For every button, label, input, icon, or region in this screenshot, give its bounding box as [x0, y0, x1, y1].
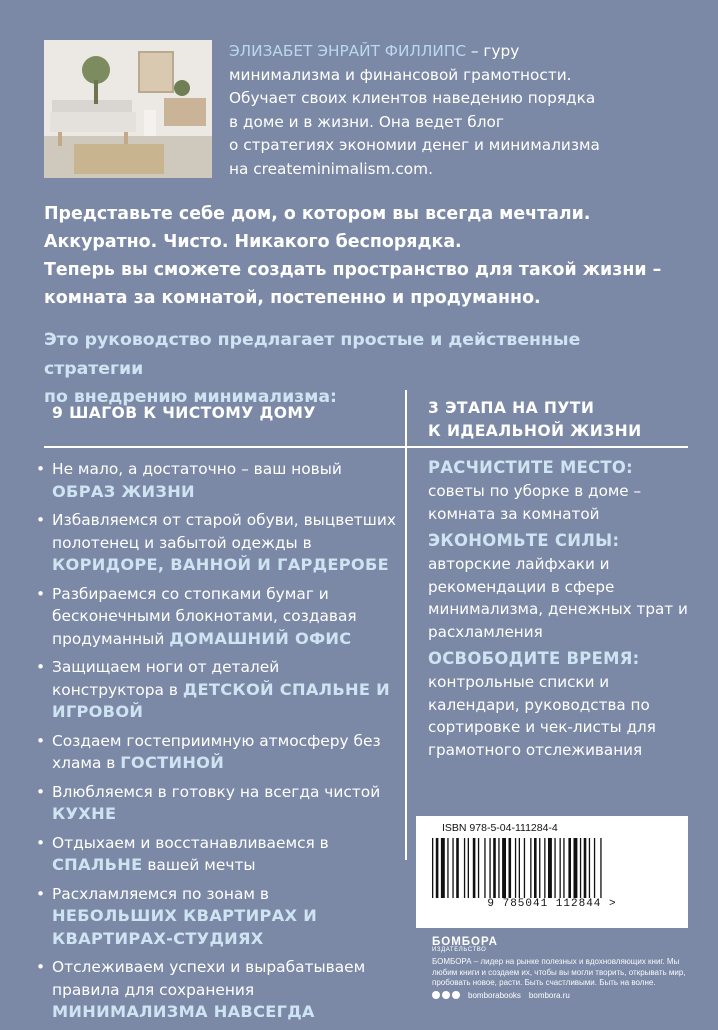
item-highlight: НЕБОЛЬШИХ КВАРТИРАХ И КВАРТИРАХ-СТУДИЯХ [52, 906, 318, 948]
stage-desc: авторские лайфхаки и рекомендации в сфере минимализма, денежных трат и расхламления [428, 555, 688, 641]
barcode-stripe [600, 838, 601, 898]
list-item: • Расхламляемся по зонам в НЕБОЛЬШИХ КВАРТИРАХ И КВАРТИРАХ-СТУДИЯХ [36, 883, 396, 951]
stage-item [428, 647, 690, 761]
intro-line-2: Аккуратно. Чисто. Никакого беспорядка. [44, 232, 462, 252]
publisher-logo: БОМБОРА [432, 936, 498, 948]
horizontal-divider [44, 446, 688, 448]
intro-block [44, 200, 684, 312]
barcode-number: 9 785041 112844 > [487, 898, 617, 910]
list-item: • Не мало, а достаточно – ваш новый ОБРАЗ ЖИЗНИ [36, 458, 396, 503]
barcode-stripe [464, 838, 465, 898]
vk-icon [432, 991, 440, 999]
stage-title: ОСВОБОДИТЕ ВРЕМЯ: [428, 649, 640, 668]
barcode-stripe [515, 838, 516, 898]
item-highlight: ГОСТИНОЙ [120, 753, 225, 772]
youtube-icon [452, 991, 460, 999]
barcode-stripe [509, 838, 512, 898]
barcode-stripe [489, 838, 490, 898]
barcode-stripe [563, 838, 564, 898]
barcode-stripe [530, 838, 531, 898]
barcode-stripe [493, 838, 496, 898]
list-item: • Защищаем ноги от деталей конструктора в ДЕТСКОЙ СПАЛЬНЕ И ИГРОВОЙ [36, 656, 396, 724]
isbn-label: ISBN 978-5-04-111284-4 [442, 822, 558, 834]
barcode-bars [428, 838, 676, 898]
barcode-stripe [539, 838, 540, 898]
publisher-text: БОМБОРА – лидер на рынке полезных и вдохновляющих книг. Мы любим книги и создаем их, чтобы вы могли творить, открывать мир, пробовать новое, расти. Быть счастливыми. Быть на волне. [432, 957, 686, 987]
publisher-block [432, 936, 692, 1000]
barcode-stripe [534, 838, 537, 898]
barcode-stripe [544, 838, 545, 898]
bio-line-6: на createminimalism.com. [229, 159, 433, 178]
barcode-stripe [468, 838, 469, 898]
barcode-stripe [441, 838, 445, 898]
stage-desc: советы по уборке в доме – комната за комнатой [428, 482, 642, 523]
barcode-stripe [560, 838, 561, 898]
barcode-stripe [502, 838, 506, 898]
barcode [416, 816, 688, 928]
item-highlight: СПАЛЬНЕ [52, 855, 143, 874]
author-bio [229, 40, 689, 181]
bio-line-1: – гуру [466, 42, 520, 60]
bio-line-3: Обучает своих клиентов наведению порядка [229, 89, 596, 107]
stage-desc: контрольные списки и календари, руководства по сортировке и чек-листы для грамотного отслеживания [428, 673, 656, 759]
list-item: • Влюбляемся в готовку на всегда чистой КУХНЕ [36, 781, 396, 826]
social-icons [432, 991, 460, 999]
stage-title: РАСЧИСТИТЕ МЕСТО: [428, 458, 634, 477]
right-heading-line-1: 3 ЭТАПА НА ПУТИ [428, 399, 595, 417]
barcode-stripe [524, 838, 525, 898]
item-highlight: ДЕТСКОЙ СПАЛЬНЕ И ИГРОВОЙ [52, 679, 391, 721]
stages-list [428, 456, 690, 765]
instagram-icon [442, 991, 450, 999]
barcode-stripe [484, 838, 485, 898]
stage-item [428, 529, 690, 643]
intro-line-4: комната за комнатой, постепенно и продуманно. [44, 288, 541, 308]
barcode-stripe [447, 838, 448, 898]
lead-line-2: по внедрению минимализма: [44, 387, 337, 407]
barcode-stripe [589, 838, 590, 898]
list-item: • Разбираемся со стопками бумаг и бесконечными блокнотами, создавая продуманный ДОМАШНИЙ ОФИС [36, 583, 396, 651]
right-column-heading [428, 397, 688, 443]
item-highlight: ДОМАШНИЙ ОФИС [169, 628, 352, 648]
barcode-stripe [568, 838, 571, 898]
barcode-stripe [432, 838, 433, 898]
website-link[interactable]: bombora.ru [528, 990, 570, 1000]
vertical-divider [405, 390, 407, 860]
barcode-stripe [580, 838, 581, 898]
barcode-stripe [498, 838, 499, 898]
barcode-stripe [548, 838, 552, 898]
barcode-stripe [473, 838, 476, 898]
barcode-stripe [574, 838, 578, 898]
stage-title: ЭКОНОМЬТЕ СИЛЫ: [428, 531, 620, 550]
bio-line-4: в доме и в жизни. Она ведет блог [229, 112, 504, 131]
barcode-stripe [584, 838, 587, 898]
barcode-stripe [519, 838, 520, 898]
list-item: • Отдыхаем и восстанавливаемся в СПАЛЬНЕ вашей мечты [36, 832, 396, 877]
lead-line-1: Это руководство предлагает простые и действенные стратегии [44, 330, 581, 379]
publisher-subtitle: ИЗДАТЕЛЬСТВО [432, 947, 487, 953]
barcode-stripe [436, 838, 439, 898]
intro-line-1: Представьте себе дом, о котором вы всегда мечтали. [44, 204, 591, 224]
author-name: ЭЛИЗАБЕТ ЭНРАЙТ ФИЛЛИПС [229, 42, 467, 60]
item-highlight: КУХНЕ [52, 804, 117, 823]
left-column-heading: 9 ШАГОВ К ЧИСТОМУ ДОМУ [52, 404, 316, 422]
list-item: • Избавляемся от старой обуви, выцветших полотенец и забытой одежды в КОРИДОРЕ, ВАННОЙ И ГАРДЕРОБЕ [36, 509, 396, 577]
bio-line-2: минимализма и финансовой грамотности. [229, 65, 572, 84]
publisher-links [432, 991, 692, 1000]
item-highlight: МИНИМАЛИЗМА НАВСЕГДА [52, 1002, 315, 1021]
barcode-stripe [452, 838, 453, 898]
bio-line-5: о стратегиях экономии денег и минимализма [229, 136, 600, 154]
stage-item [428, 456, 690, 525]
list-item: • Создаем гостеприимную атмосферу без хлама в ГОСТИНОЙ [36, 730, 396, 775]
barcode-stripe [478, 838, 479, 898]
intro-line-3: Теперь вы сможете создать пространство для такой жизни – [44, 260, 662, 280]
social-handle-link[interactable]: bomborabooks [468, 990, 521, 1000]
item-highlight: ОБРАЗ ЖИЗНИ [52, 481, 195, 501]
barcode-stripe [554, 838, 555, 898]
right-heading-line-2: К ИДЕАЛЬНОЙ ЖИЗНИ [428, 422, 642, 440]
list-item: • Отслеживаем успехи и вырабатываем правила для сохранения МИНИМАЛИЗМА НАВСЕГДА [36, 956, 396, 1024]
item-highlight: КОРИДОРЕ, ВАННОЙ И ГАРДЕРОБЕ [52, 555, 389, 574]
barcode-stripe [594, 838, 595, 898]
barcode-stripe [456, 838, 459, 898]
steps-list [36, 458, 396, 1030]
author-photo [44, 40, 212, 178]
